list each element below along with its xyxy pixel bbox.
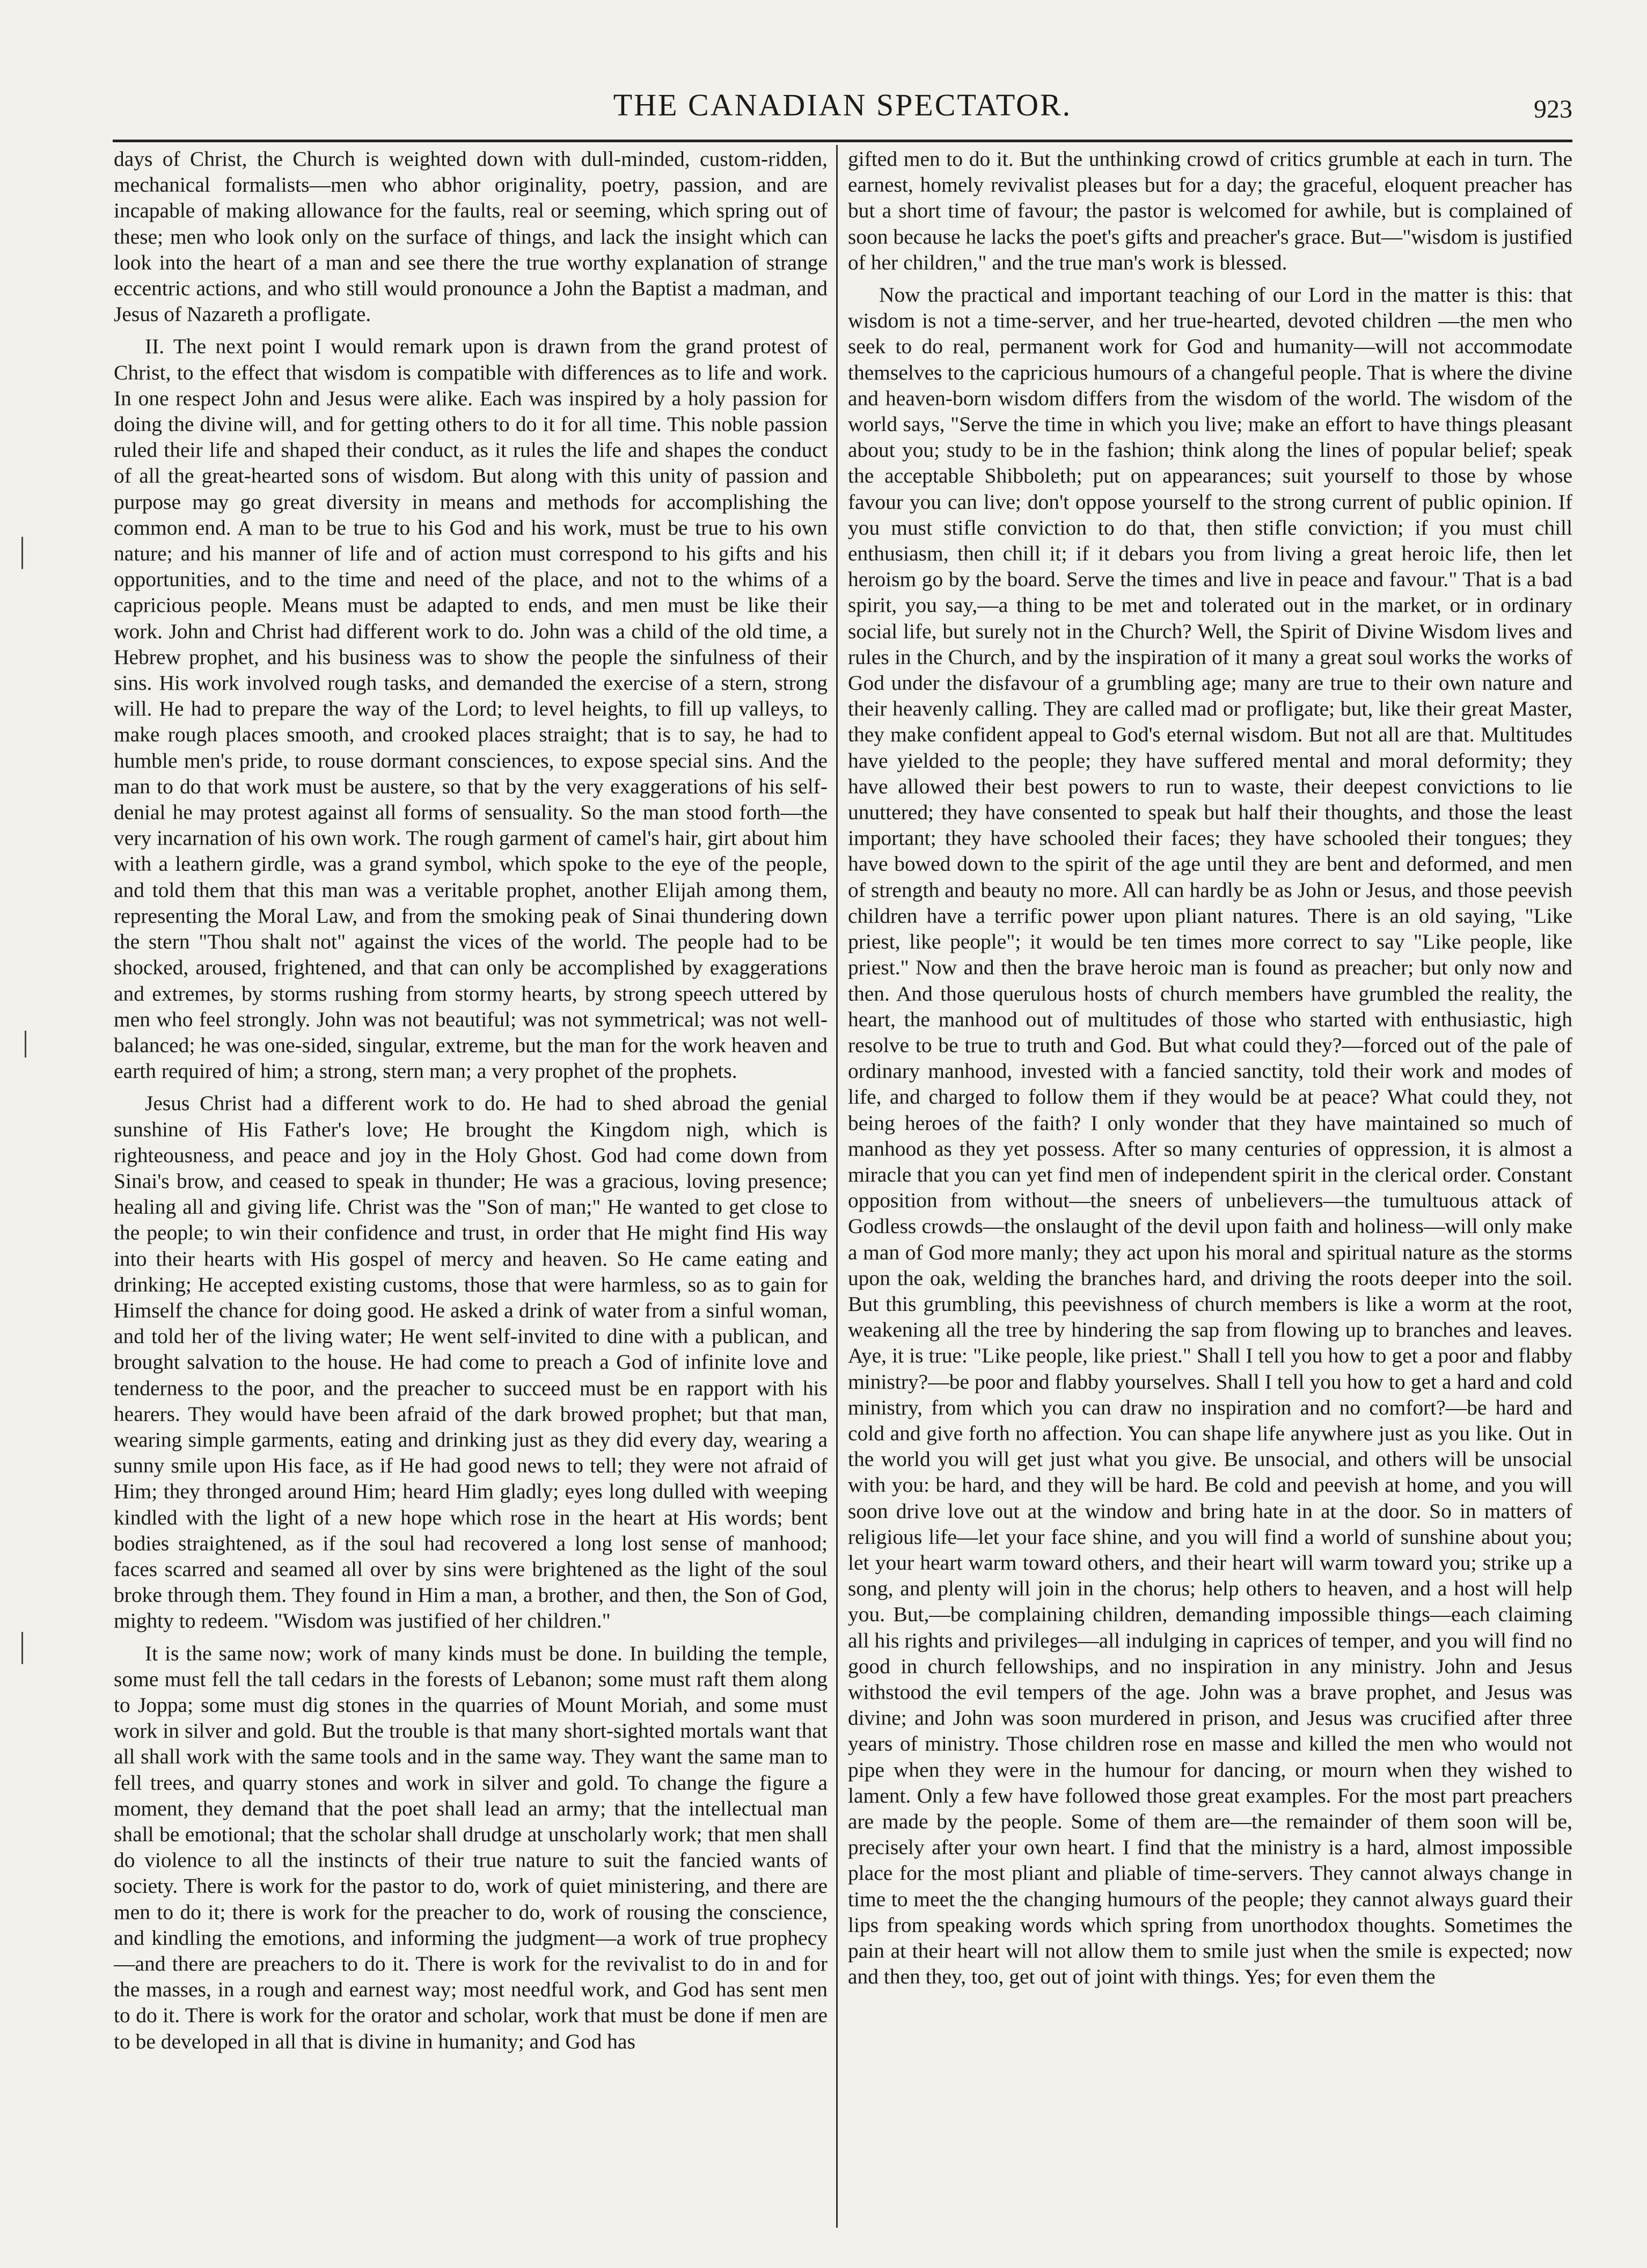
paragraph: days of Christ, the Church is weighted down with dull-minded, custom-ridden, mechanical formalists—men who abhor originality, poetry, passion, and are incapable of making allowance for the faults, real or seeming, which spring out of these; men who look only on the surface of things, and lack the insight which can look into the heart of a man and see there the true worthy explanation of strange eccentric actions, and who still would pronounce a John the Baptist a madman, and Jesus of Nazareth a profligate. bbox=[114, 147, 828, 326]
header-rule bbox=[113, 140, 1572, 142]
right-column bbox=[848, 146, 1572, 2229]
paragraph: II. The next point I would remark upon is drawn from the grand protest of Christ, to the effect that wisdom is compatible with differences as to life and work. In one respect John and Jesus were alike. Each was inspired by a holy passion for doing the divine will, and for getting others to do it for all time. This noble passion ruled their life and shaped their conduct, as it rules the life and shapes the conduct of all the great-hearted sons of wisdom. But along with this unity of passion and purpose may go great diversity in means and methods for accomplishing the common end. A man to be true to his God and his work, must be true to his own nature; and his manner of life and of action must correspond to his gifts and his opportunities, and to the time and need of the place, and not to the whims of a capricious people. Means must be adapted to ends, and men must be like their work. John and Christ had different work to do. John was a child of the old time, a Hebrew prophet, and his business was to show the people the sinfulness of their sins. His work involved rough tasks, and demanded the exercise of a stern, strong will. He had to prepare the way of the Lord; to level heights, to fill up valleys, to make rough places smooth, and crooked places straight; that is to say, he had to humble men's pride, to rouse dormant consciences, to expose special sins. And the man to do that work must be austere, so that by the very exaggerations of his self-denial he may protest against all forms of sensuality. So the man stood forth—the very incarnation of his own work. The rough garment of camel's hair, girt about him with a leathern girdle, was a grand symbol, which spoke to the eye of the people, and told them that this man was a veritable prophet, another Elijah among them, representing the Moral Law, and from the smoking peak of Sinai thundering down the stern "Thou shalt not" against the vices of the world. The people had to be shocked, aroused, frightened, and that can only be accomplished by exaggerations and extremes, by storms rushing from stormy hearts, by strong speech uttered by men who feel strongly. John was not beautiful; was not symmetrical; was not well-balanced; he was one-sided, singular, extreme, but the man for the work heaven and earth required of him; a strong, stern man; a very prophet of the prophets. bbox=[114, 334, 828, 1083]
paragraph: It is the same now; work of many kinds must be done. In building the temple, some must fell the tall cedars in the forests of Lebanon; some must raft them along to Joppa; some must dig stones in the quarries of Mount Moriah, and some must work in silver and gold. But the trouble is that many short-sighted mortals want that all shall work with the same tools and in the same way. They want the same man to fell trees, and quarry stones and work in silver and gold. To change the figure a moment, they demand that the poet shall lead an army; that the intellectual man shall be emotional; that the scholar shall drudge at unscholarly work; that men shall do violence to all the instincts of their true nature to suit the fancied wants of society. There is work for the pastor to do, work of quiet ministering, and there are men to do it; there is work for the preacher to do, work of rousing the conscience, and kindling the emotions, and informing the judgment—a work of true prophecy—and there are preachers to do it. There is work for the revivalist to do in and for the masses, in a rough and earnest way; most needful work, and God has sent men to do it. There is work for the orator and scholar, work that must be done if men are to be developed in all that is divine in humanity; and God has bbox=[114, 1641, 828, 2053]
paragraph: Jesus Christ had a different work to do. He had to shed abroad the genial sunshine of His Father's love; He brought the Kingdom nigh, which is righteousness, and peace and joy in the Holy Ghost. God had come down from Sinai's brow, and ceased to speak in thunder; He was a gracious, loving presence; healing all and giving life. Christ was the "Son of man;" He wanted to get close to the people; to win their confidence and trust, in order that He might find His way into their hearts with His gospel of mercy and heaven. So He came eating and drinking; He accepted existing customs, those that were harmless, so as to gain for Himself the chance for doing good. He asked a drink of water from a sinful woman, and told her of the living water; He went self-invited to dine with a publican, and brought salvation to the house. He had come to preach a God of infinite love and tenderness to the poor, and the preacher to succeed must be en rapport with his hearers. They would have been afraid of the dark browed prophet; but that man, wearing simple garments, eating and drinking just as they did every day, wearing a sunny smile upon His face, as if He had good news to tell; they were not afraid of Him; they thronged around Him; heard Him gladly; eyes long dulled with weeping kindled with the light of a new hope which rose in the heart at His words; bent bodies straightened, as if the soul had recovered a long lost sense of manhood; faces scarred and seamed all over by sins were brightened as the light of the soul broke through them. They found in Him a man, a brother, and then, the Son of God, mighty to redeem. "Wisdom was justified of her children." bbox=[114, 1091, 828, 1633]
publication-title: THE CANADIAN SPECTATOR. bbox=[613, 87, 1072, 122]
paragraph: Now the practical and important teaching of our Lord in the matter is this: that wisdom is not a time-server, and her true-hearted, devoted children —the men who seek to do real, permanent work for God and humanity—will not accommodate themselves to the capricious humours of a changeful people. That is where the divine and heaven-born wisdom differs from the wisdom of the world. The wisdom of the world says, "Serve the time in which you live; make an effort to have things pleasant about you; study to be in the fashion; think along the lines of popular belief; speak the acceptable Shibboleth; put on appearances; suit yourself to those by whose favour you can live; don't oppose yourself to the strong current of public opinion. If you must stifle conviction to do that, then stifle conviction; if you must chill enthusiasm, then chill it; if it debars you from living a great heroic life, then let heroism go by the board. Serve the times and live in peace and favour." That is a bad spirit, you say,—a thing to be met and tolerated out in the market, or in ordinary social life, but surely not in the Church? Well, the Spirit of Divine Wisdom lives and rules in the Church, and by the inspiration of it many a great soul works the works of God under the disfavour of a grumbling age; many are true to their own nature and their heavenly calling. They are called mad or profligate; but, like their great Master, they make confident appeal to God's eternal wisdom. But not all are that. Multitudes have yielded to the people; they have suffered mental and moral deformity; they have allowed their best powers to run to waste, their deepest convictions to lie unuttered; they have consented to speak but half their thoughts, and those the least important; they have schooled their faces; they have schooled their tongues; they have bowed down to the spirit of the age until they are bent and deformed, and men of strength and beauty no more. All can hardly be as John or Jesus, and those peevish children have a terrific power upon pliant natures. There is an old saying, "Like priest, like people"; it would be ten times more correct to say "Like people, like priest." Now and then the brave heroic man is found as preacher; but only now and then. And those querulous hosts of church members have grumbled the reality, the heart, the manhood out of multitudes of those who started with enthusiastic, high resolve to be true to truth and God. But what could they?—forced out of the pale of ordinary manhood, invested with a fancied sanctity, told their work and modes of life, and charged to follow them if they would be at peace? What could they, not being heroes of the faith? I only wonder that they have maintained so much of manhood as they yet possess. After so many centuries of oppression, it is almost a miracle that you can yet find men of independent spirit in the clerical order. Constant opposition from without—the sneers of unbelievers—the tumultuous attack of Godless crowds—the onslaught of the devil upon faith and holiness—will only make a man of God more manly; they act upon his moral and spiritual nature as the storms upon the oak, welding the branches hard, and driving the roots deeper into the soil. But this grumbling, this peevishness of church members is like a worm at the root, weakening all the tree by hindering the sap from flowing up to branches and leaves. Aye, it is true: "Like people, like priest." Shall I tell you how to get a poor and flabby ministry?—be poor and flabby yourselves. Shall I tell you how to get a hard and cold ministry, from which you can draw no inspiration and no comfort?—be hard and cold and give forth no affection. You can shape life anywhere just as you like. Out in the world you will get just what you give. Be unsocial, and others will be unsocial with you: be hard, and they will be hard. Be cold and peevish at home, and you will soon drive love out at the window and bring hate in at the door. So in matters of religious life—let your face shine, and you will find a world of sunshine about you; let your heart warm toward others, and their heart will warm toward you; strike up a song, and plenty will join in the chorus; help others to heaven, and a host will help you. But,—be complaining children, demanding impossible things—each claiming all his rights and privileges—all indulging in caprices of temper, and you will find no good in church fellowships, and no inspiration in any ministry. John and Jesus withstood the evil tempers of the age. John was a brave prophet, and Jesus was divine; and John was soon murdered in prison, and Jesus was crucified after three years of ministry. Those children rose en masse and killed the men who would not pipe when they were in the humour for dancing, or mourn when they wished to lament. Only a few have followed those great examples. For the most part preachers are made by the people. Some of them are—the remainder of them soon will be, precisely after your own heart. I find that the ministry is a hard, almost impossible place for the most pliant and pliable of time-servers. They cannot always change in time to meet the the changing humours of the people; they cannot always guard their lips from speaking words which spring from unorthodox thoughts. Sometimes the pain at their heart will not allow them to smile just when the smile is expected; now and then they, too, get out of joint with things. Yes; for even them the bbox=[848, 283, 1572, 1989]
margin-mark bbox=[21, 537, 23, 569]
left-column bbox=[114, 146, 828, 2229]
page-number: 923 bbox=[1534, 95, 1572, 123]
paragraph: gifted men to do it. But the unthinking crowd of critics grumble at each in turn. The earnest, homely revivalist pleases but for a day; the graceful, eloquent preacher has but a short time of favour; the pastor is welcomed for awhile, but is complained of soon because he lacks the poet's gifts and preacher's grace. But—"wisdom is justified of her children," and the true man's work is blessed. bbox=[848, 147, 1572, 274]
column-rule bbox=[836, 145, 838, 2228]
margin-mark bbox=[21, 1632, 23, 1664]
margin-mark bbox=[25, 1031, 26, 1058]
masthead bbox=[113, 81, 1572, 134]
